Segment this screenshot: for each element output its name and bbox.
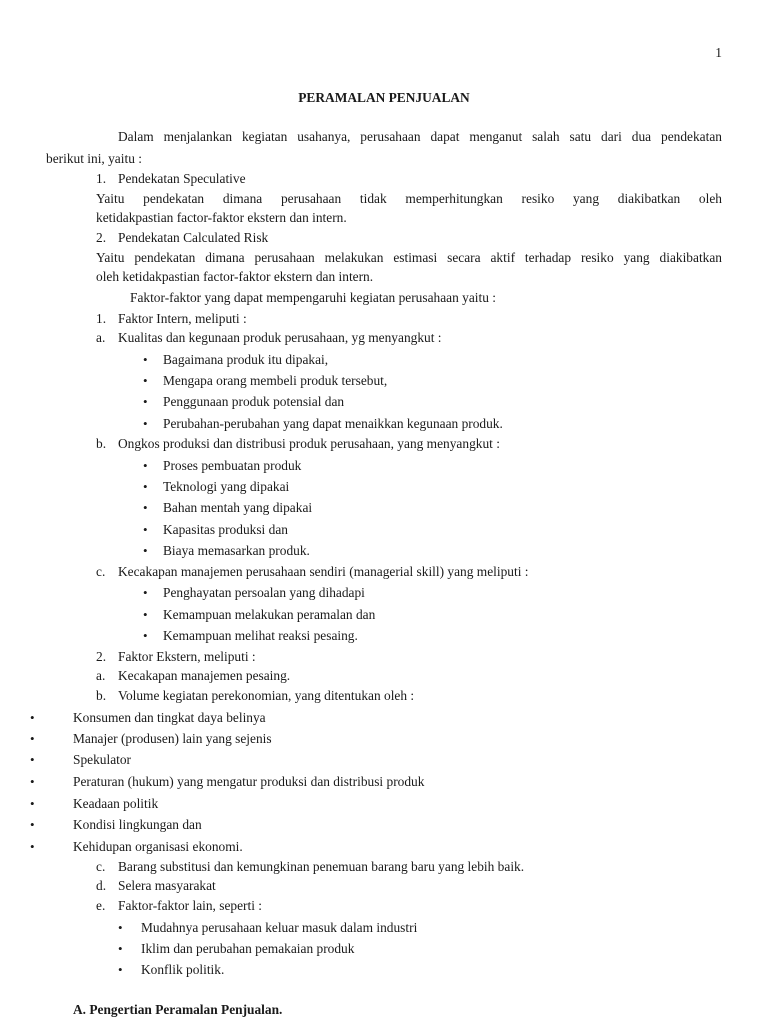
- document-title: PERAMALAN PENJUALAN: [298, 90, 470, 105]
- bullet-icon: •: [143, 394, 148, 409]
- page-number: 1: [715, 45, 722, 60]
- bullet-icon: •: [143, 416, 148, 431]
- approach-2-desc-line-2: oleh ketidakpastian factor-faktor ekstern dan intern.: [96, 269, 374, 284]
- bullet-icon: •: [118, 941, 123, 956]
- intro-line-1: Dalam menjalankan kegiatan usahanya, perusahaan dapat menganut salah satu dari dua pendekatan: [118, 129, 722, 144]
- bullet-icon: •: [143, 628, 148, 643]
- internal-c-bullet-2: Kemampuan melakukan peramalan dan: [163, 607, 376, 622]
- bullet-icon: •: [143, 500, 148, 515]
- internal-number: 1.: [96, 311, 107, 326]
- approach-2-number: 2.: [96, 230, 107, 245]
- external-b-bullet-5: Keadaan politik: [73, 796, 159, 811]
- external-e-bullet-2: Iklim dan perubahan pemakaian produk: [141, 941, 355, 956]
- internal-c-bullet-1: Penghayatan persoalan yang dihadapi: [163, 585, 365, 600]
- bullet-icon: •: [143, 458, 148, 473]
- external-b-bullet-4: Peraturan (hukum) yang mengatur produksi dan distribusi produk: [73, 774, 425, 789]
- factors-intro: Faktor-faktor yang dapat mempengaruhi kegiatan perusahaan yaitu :: [130, 290, 496, 305]
- bullet-icon: •: [118, 962, 123, 977]
- bullet-icon: •: [30, 817, 35, 832]
- external-e-bullet-3: Konflik politik.: [141, 962, 225, 977]
- bullet-icon: •: [143, 543, 148, 558]
- external-d-text: Selera masyarakat: [118, 878, 216, 893]
- internal-b-bullet-1: Proses pembuatan produk: [163, 458, 302, 473]
- approach-2-desc-line-1: Yaitu pendekatan dimana perusahaan melakukan estimasi secara aktif terhadap resiko yang diakibatkan: [96, 250, 722, 265]
- external-b-bullet-6: Kondisi lingkungan dan: [73, 817, 202, 832]
- approach-1-desc-line-1: Yaitu pendekatan dimana perusahaan tidak memperhitungkan resiko yang diakibatkan oleh: [96, 191, 722, 206]
- approach-1-title: Pendekatan Speculative: [118, 171, 246, 186]
- intro-line-2: berikut ini, yaitu :: [46, 151, 142, 166]
- internal-b-bullet-2: Teknologi yang dipakai: [163, 479, 290, 494]
- internal-title: Faktor Intern, meliputi :: [118, 311, 247, 326]
- external-number: 2.: [96, 649, 107, 664]
- bullet-icon: •: [143, 607, 148, 622]
- external-b-bullet-1: Konsumen dan tingkat daya belinya: [73, 710, 266, 725]
- external-b-bullet-7: Kehidupan organisasi ekonomi.: [73, 839, 243, 854]
- approach-2-title: Pendekatan Calculated Risk: [118, 230, 269, 245]
- external-b-letter: b.: [96, 688, 107, 703]
- section-heading: A. Pengertian Peramalan Penjualan.: [73, 1002, 283, 1017]
- bullet-icon: •: [143, 522, 148, 537]
- bullet-icon: •: [143, 352, 148, 367]
- external-title: Faktor Ekstern, meliputi :: [118, 649, 256, 664]
- external-b-bullet-2: Manajer (produsen) lain yang sejenis: [73, 731, 272, 746]
- external-c-text: Barang substitusi dan kemungkinan penemuan barang baru yang lebih baik.: [118, 859, 525, 874]
- internal-c-title: Kecakapan manajemen perusahaan sendiri (managerial skill) yang meliputi :: [118, 564, 529, 579]
- internal-b-letter: b.: [96, 436, 107, 451]
- internal-c-letter: c.: [96, 564, 106, 579]
- bullet-icon: •: [143, 373, 148, 388]
- external-b-text: Volume kegiatan perekonomian, yang ditentukan oleh :: [118, 688, 415, 703]
- internal-a-bullet-4: Perubahan-perubahan yang dapat menaikkan kegunaan produk.: [163, 416, 503, 431]
- bullet-icon: •: [118, 920, 123, 935]
- approach-1-number: 1.: [96, 171, 107, 186]
- internal-a-bullet-2: Mengapa orang membeli produk tersebut,: [163, 373, 388, 388]
- internal-b-title: Ongkos produksi dan distribusi produk perusahaan, yang menyangkut :: [118, 436, 500, 451]
- external-d-letter: d.: [96, 878, 107, 893]
- internal-c-bullet-3: Kemampuan melihat reaksi pesaing.: [163, 628, 358, 643]
- internal-a-bullet-3: Penggunaan produk potensial dan: [163, 394, 345, 409]
- bullet-icon: •: [30, 710, 35, 725]
- bullet-icon: •: [30, 752, 35, 767]
- bullet-icon: •: [30, 839, 35, 854]
- internal-a-letter: a.: [96, 330, 106, 345]
- internal-b-bullet-3: Bahan mentah yang dipakai: [163, 500, 313, 515]
- external-e-bullet-1: Mudahnya perusahaan keluar masuk dalam industri: [141, 920, 418, 935]
- bullet-icon: •: [30, 774, 35, 789]
- bullet-icon: •: [143, 585, 148, 600]
- external-e-text: Faktor-faktor lain, seperti :: [118, 898, 263, 913]
- bullet-icon: •: [30, 796, 35, 811]
- external-b-bullet-3: Spekulator: [73, 752, 132, 767]
- bullet-icon: •: [143, 479, 148, 494]
- external-c-letter: c.: [96, 859, 106, 874]
- internal-b-bullet-4: Kapasitas produksi dan: [163, 522, 288, 537]
- external-e-letter: e.: [96, 898, 106, 913]
- bullet-icon: •: [30, 731, 35, 746]
- internal-b-bullet-5: Biaya memasarkan produk.: [163, 543, 310, 558]
- internal-a-title: Kualitas dan kegunaan produk perusahaan, yg menyangkut :: [118, 330, 442, 345]
- internal-a-bullet-1: Bagaimana produk itu dipakai,: [163, 352, 329, 367]
- external-a-text: Kecakapan manajemen pesaing.: [118, 668, 291, 683]
- approach-1-desc-line-2: ketidakpastian factor-faktor ekstern dan intern.: [96, 210, 347, 225]
- external-a-letter: a.: [96, 668, 106, 683]
